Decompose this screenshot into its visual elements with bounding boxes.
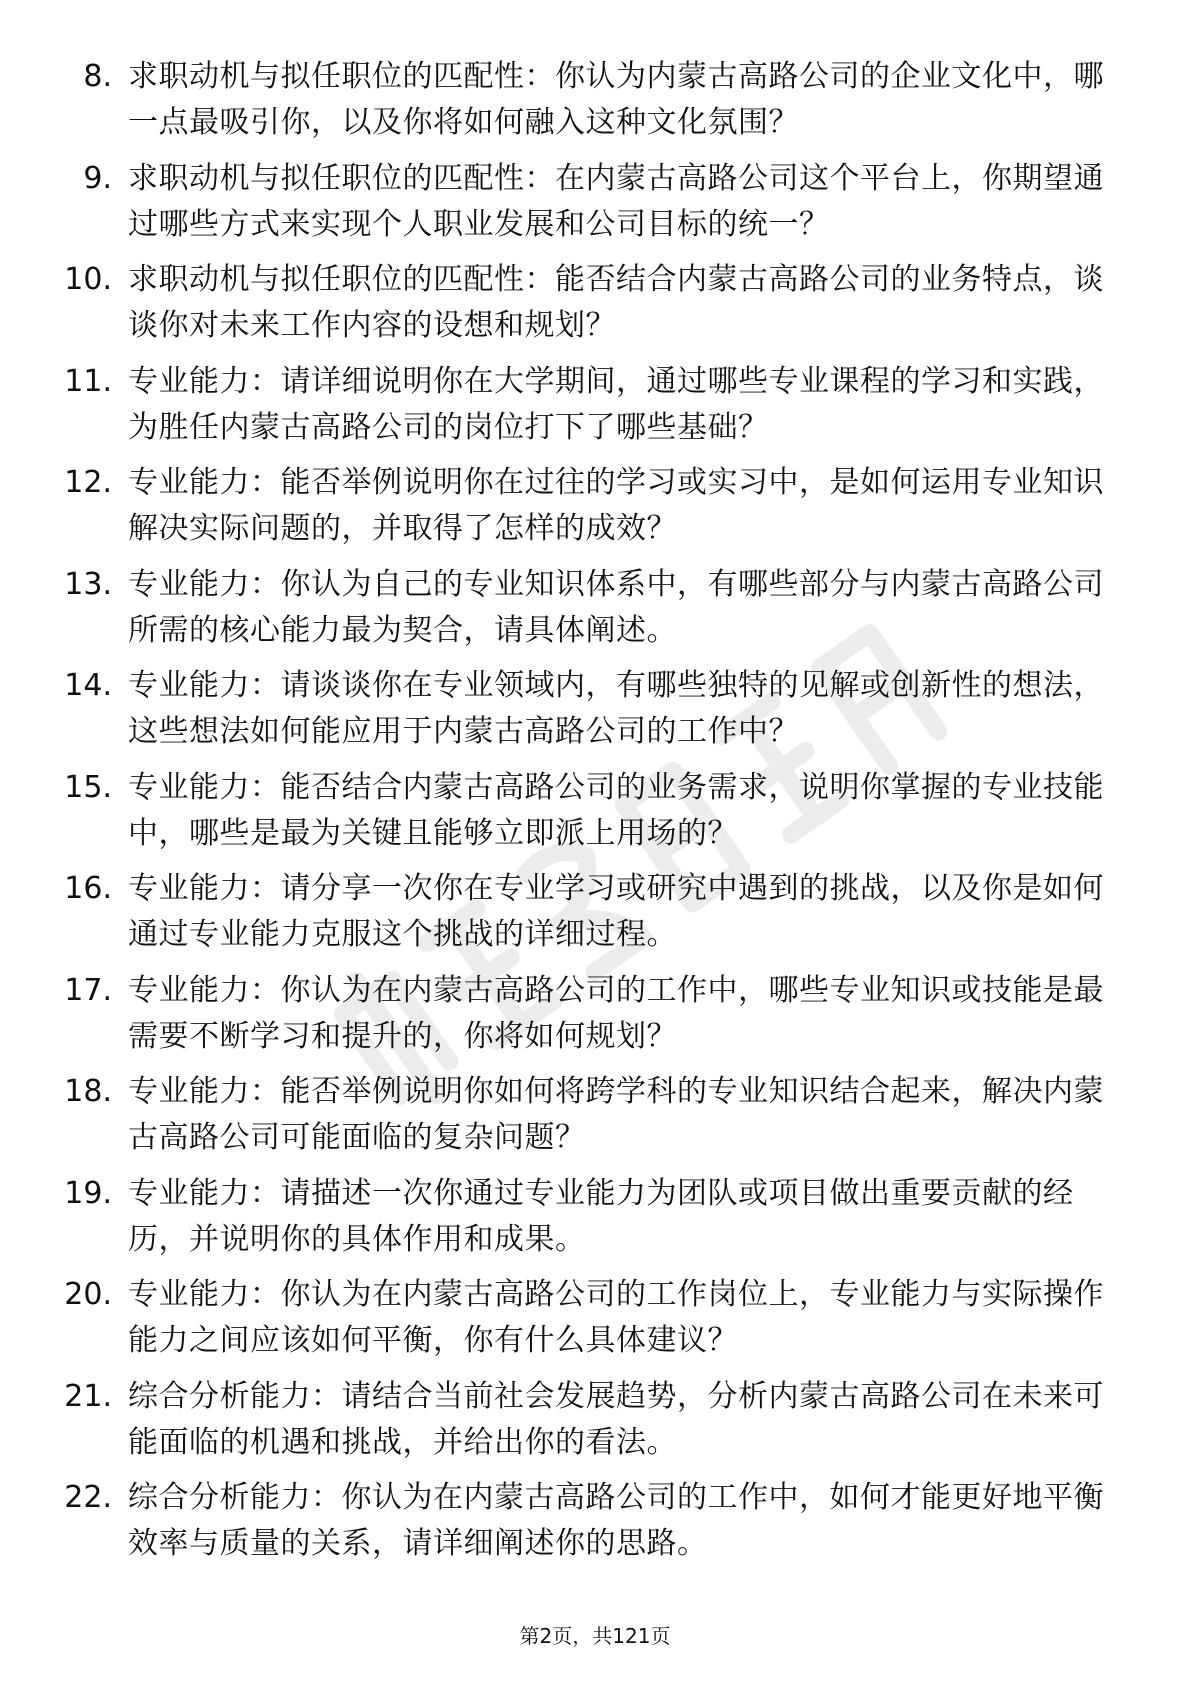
question-number: 13. bbox=[64, 566, 112, 602]
question-text: 专业能力：请描述一次你通过专业能力为团队或项目做出重要贡献的经历，并说明你的具体作用和成果。 bbox=[128, 1175, 1074, 1257]
question-text: 综合分析能力：请结合当前社会发展趋势，分析内蒙古高路公司在未来可能面临的机遇和挑战，并给出你的看法。 bbox=[128, 1378, 1104, 1460]
question-number: 19. bbox=[64, 1175, 112, 1211]
question-number: 15. bbox=[64, 769, 112, 805]
question-number: 14. bbox=[64, 668, 112, 703]
list-item bbox=[0, 50, 1190, 152]
question-text: 求职动机与拟任职位的匹配性：能否结合内蒙古高路公司的业务特点，谈谈你对未来工作内容的设想和规划？ bbox=[128, 262, 1104, 343]
question-number: 10. bbox=[64, 262, 112, 297]
list-item bbox=[0, 1167, 1190, 1269]
list-item bbox=[0, 761, 1190, 863]
question-number: 12. bbox=[64, 465, 112, 500]
question-text: 专业能力：能否举例说明你如何将跨学科的专业知识结合起来，解决内蒙古高路公司可能面临的复杂问题？ bbox=[128, 1074, 1104, 1155]
question-number: 9. bbox=[83, 160, 112, 196]
list-item bbox=[0, 862, 1190, 964]
question-number: 22. bbox=[64, 1480, 112, 1515]
question-number: 16. bbox=[64, 871, 112, 906]
question-text: 专业能力：请分享一次你在专业学习或研究中遇到的挑战，以及你是如何通过专业能力克服这个挑战的详细过程。 bbox=[128, 871, 1104, 952]
list-item bbox=[0, 1471, 1190, 1573]
question-text: 求职动机与拟任职位的匹配性：你认为内蒙古高路公司的企业文化中，哪一点最吸引你，以及你将如何融入这种文化氛围？ bbox=[128, 59, 1104, 140]
list-item bbox=[0, 1370, 1190, 1472]
list-item bbox=[0, 355, 1190, 457]
question-text: 专业能力：能否结合内蒙古高路公司的业务需求，说明你掌握的专业技能中，哪些是最为关键且能够立即派上用场的？ bbox=[128, 769, 1104, 851]
list-item bbox=[0, 1065, 1190, 1167]
question-number: 21. bbox=[64, 1378, 112, 1414]
question-text: 专业能力：你认为在内蒙古高路公司的工作中，哪些专业知识或技能是最需要不断学习和提升的，你将如何规划？ bbox=[128, 972, 1104, 1054]
question-text: 专业能力：请谈谈你在专业领域内，有哪些独特的见解或创新性的想法，这些想法如何能应用于内蒙古高路公司的工作中？ bbox=[128, 668, 1104, 749]
list-item bbox=[0, 253, 1190, 355]
question-number: 8. bbox=[83, 59, 112, 94]
question-number: 20. bbox=[64, 1277, 112, 1312]
question-text: 专业能力：你认为在内蒙古高路公司的工作岗位上，专业能力与实际操作能力之间应该如何平衡，你有什么具体建议？ bbox=[128, 1277, 1104, 1358]
question-number: 17. bbox=[64, 972, 112, 1008]
question-number: 18. bbox=[64, 1074, 112, 1109]
list-item bbox=[0, 456, 1190, 558]
list-item bbox=[0, 1268, 1190, 1370]
question-text: 专业能力：请详细说明你在大学期间，通过哪些专业课程的学习和实践，为胜任内蒙古高路公司的岗位打下了哪些基础？ bbox=[128, 363, 1104, 445]
question-text: 综合分析能力：你认为在内蒙古高路公司的工作中，如何才能更好地平衡效率与质量的关系，请详细阐述你的思路。 bbox=[128, 1480, 1104, 1561]
list-item bbox=[0, 659, 1190, 761]
list-item bbox=[0, 964, 1190, 1066]
list-item bbox=[0, 558, 1190, 660]
question-number: 11. bbox=[64, 363, 112, 399]
question-text: 专业能力：能否举例说明你在过往的学习或实习中，是如何运用专业知识解决实际问题的，并取得了怎样的成效？ bbox=[128, 465, 1104, 546]
question-list bbox=[0, 50, 1190, 1573]
list-item bbox=[0, 152, 1190, 254]
question-text: 专业能力：你认为自己的专业知识体系中，有哪些部分与内蒙古高路公司所需的核心能力最为契合，请具体阐述。 bbox=[128, 566, 1104, 648]
question-text: 求职动机与拟任职位的匹配性：在内蒙古高路公司这个平台上，你期望通过哪些方式来实现个人职业发展和公司目标的统一？ bbox=[128, 160, 1104, 242]
page-number: 第2页，共121页 bbox=[519, 1624, 671, 1648]
